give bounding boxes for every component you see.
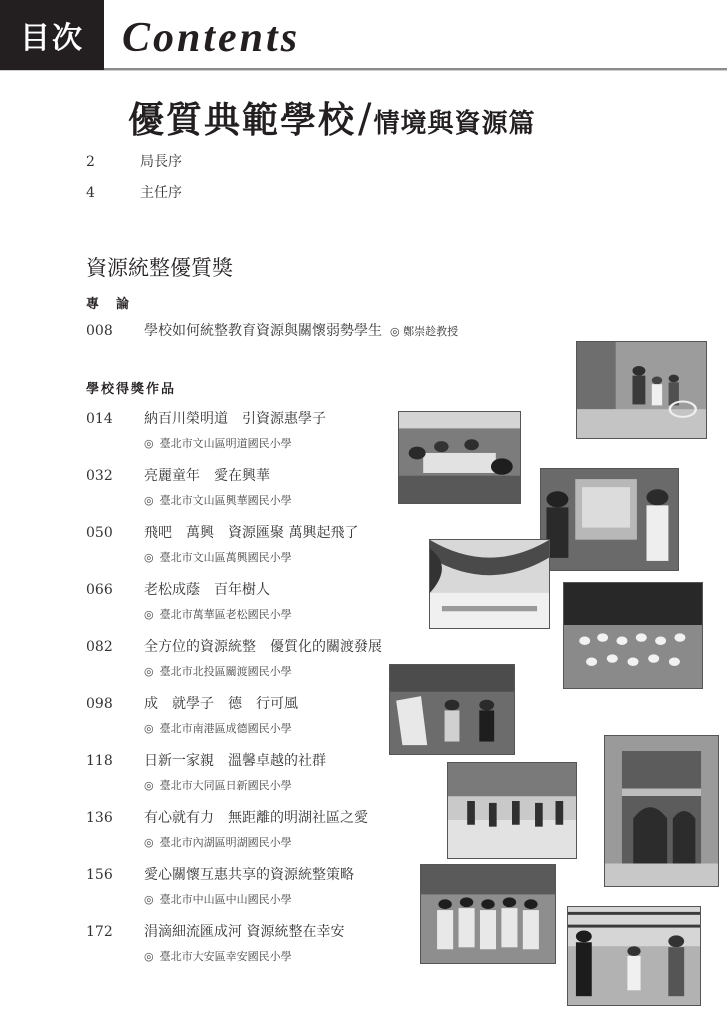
entry-title: 愛心關懷互惠共享的資源統整策略 xyxy=(144,867,354,883)
photo-intro xyxy=(576,341,707,439)
bullet-mark: ◎ xyxy=(144,551,154,564)
bullet-mark: ◎ xyxy=(144,950,154,963)
entry-page: 032 xyxy=(86,468,113,484)
entry-title: 涓滴細流匯成河 資源統整在幸安 xyxy=(144,924,345,940)
entry-page: 066 xyxy=(86,582,113,598)
entry-title: 納百川榮明道 引資源惠學子 xyxy=(144,411,326,427)
entry-school: 臺北市文山區萬興國民小學 xyxy=(159,551,292,564)
bullet-mark: ◎ xyxy=(144,836,154,849)
entry-page: 172 xyxy=(86,924,113,940)
intro-author: 鄭崇趁教授 xyxy=(403,325,459,338)
header-label-en: Contents xyxy=(122,15,301,61)
bullet-mark: ◎ xyxy=(144,437,154,450)
bullet-mark: ◎ xyxy=(390,325,400,338)
toc-entry[interactable] xyxy=(86,465,416,508)
preface-title: 局長序 xyxy=(140,154,182,170)
section-title: 資源統整優質獎 xyxy=(86,256,233,280)
entry-page: 050 xyxy=(86,525,113,541)
entry-school: 臺北市文山區明道國民小學 xyxy=(159,437,292,450)
header-rule-thin xyxy=(0,70,727,71)
toc-entry[interactable] xyxy=(86,807,416,850)
toc-entry[interactable] xyxy=(86,750,416,793)
entry-title: 日新一家親 溫馨卓越的社群 xyxy=(144,753,326,769)
bullet-mark: ◎ xyxy=(144,608,154,621)
page-title xyxy=(128,92,608,143)
title-part1: 優質典範學校 xyxy=(128,100,357,141)
works-heading: 學校得獎作品 xyxy=(86,382,177,397)
intro-page: 008 xyxy=(86,323,113,339)
entry-title: 成 就學子 德 行可風 xyxy=(144,696,298,712)
entry-school: 臺北市大安區幸安國民小學 xyxy=(159,950,292,963)
entry-title: 全方位的資源統整 優質化的關渡發展 xyxy=(144,639,382,655)
preface-item[interactable] xyxy=(86,151,182,171)
photo-entry-1 xyxy=(398,411,521,504)
entry-school: 臺北市大同區日新國民小學 xyxy=(159,779,292,792)
preface-title: 主任序 xyxy=(140,185,182,201)
bullet-mark: ◎ xyxy=(144,779,154,792)
header-bar xyxy=(0,0,727,70)
bullet-mark: ◎ xyxy=(144,494,154,507)
header-label-cn: 目次 xyxy=(0,0,104,70)
entry-school: 臺北市中山區中山國民小學 xyxy=(159,893,292,906)
preface-page: 2 xyxy=(86,154,95,170)
entry-title: 有心就有力 無距離的明湖社區之愛 xyxy=(144,810,368,826)
title-part2: 情境與資源篇 xyxy=(373,109,536,139)
photo-entry-2 xyxy=(540,468,679,571)
entry-page: 118 xyxy=(86,753,113,769)
photo-entry-5 xyxy=(389,664,515,755)
entry-page: 156 xyxy=(86,867,113,883)
toc-entry[interactable] xyxy=(86,921,416,964)
toc-entry[interactable] xyxy=(86,579,416,622)
toc-entry[interactable] xyxy=(86,408,416,451)
bullet-mark: ◎ xyxy=(144,893,154,906)
bullet-mark: ◎ xyxy=(144,722,154,735)
preface-item[interactable] xyxy=(86,182,182,202)
toc-entry[interactable] xyxy=(86,693,416,736)
entry-school: 臺北市內湖區明湖國民小學 xyxy=(159,836,292,849)
entry-school: 臺北市文山區興華國民小學 xyxy=(159,494,292,507)
entry-title: 亮麗童年 愛在興華 xyxy=(144,468,270,484)
entry-page: 014 xyxy=(86,411,113,427)
entry-title: 飛吧 萬興 資源匯聚 萬興起飛了 xyxy=(144,525,359,541)
photo-entry-4 xyxy=(563,582,703,689)
intro-heading: 專 論 xyxy=(86,297,132,312)
preface-page: 4 xyxy=(86,185,95,201)
toc-entry[interactable] xyxy=(86,522,416,565)
entry-page: 082 xyxy=(86,639,113,655)
entry-title: 老松成蔭 百年樹人 xyxy=(144,582,270,598)
entry-page: 098 xyxy=(86,696,113,712)
photo-entry-9 xyxy=(567,906,701,1006)
entry-school: 臺北市南港區成德國民小學 xyxy=(159,722,292,735)
intro-item[interactable] xyxy=(86,320,458,340)
photo-entry-3 xyxy=(429,539,550,629)
toc-entry[interactable] xyxy=(86,864,416,907)
photo-entry-6 xyxy=(604,735,719,887)
entry-page: 136 xyxy=(86,810,113,826)
title-separator: / xyxy=(358,96,372,142)
photo-entry-8 xyxy=(420,864,556,964)
entry-school: 臺北市萬華區老松國民小學 xyxy=(159,608,292,621)
bullet-mark: ◎ xyxy=(144,665,154,678)
photo-entry-7 xyxy=(447,762,577,859)
toc-entry[interactable] xyxy=(86,636,416,679)
intro-title: 學校如何統整教育資源與關懷弱勢學生 xyxy=(144,323,382,339)
entry-school: 臺北市北投區關渡國民小學 xyxy=(159,665,292,678)
